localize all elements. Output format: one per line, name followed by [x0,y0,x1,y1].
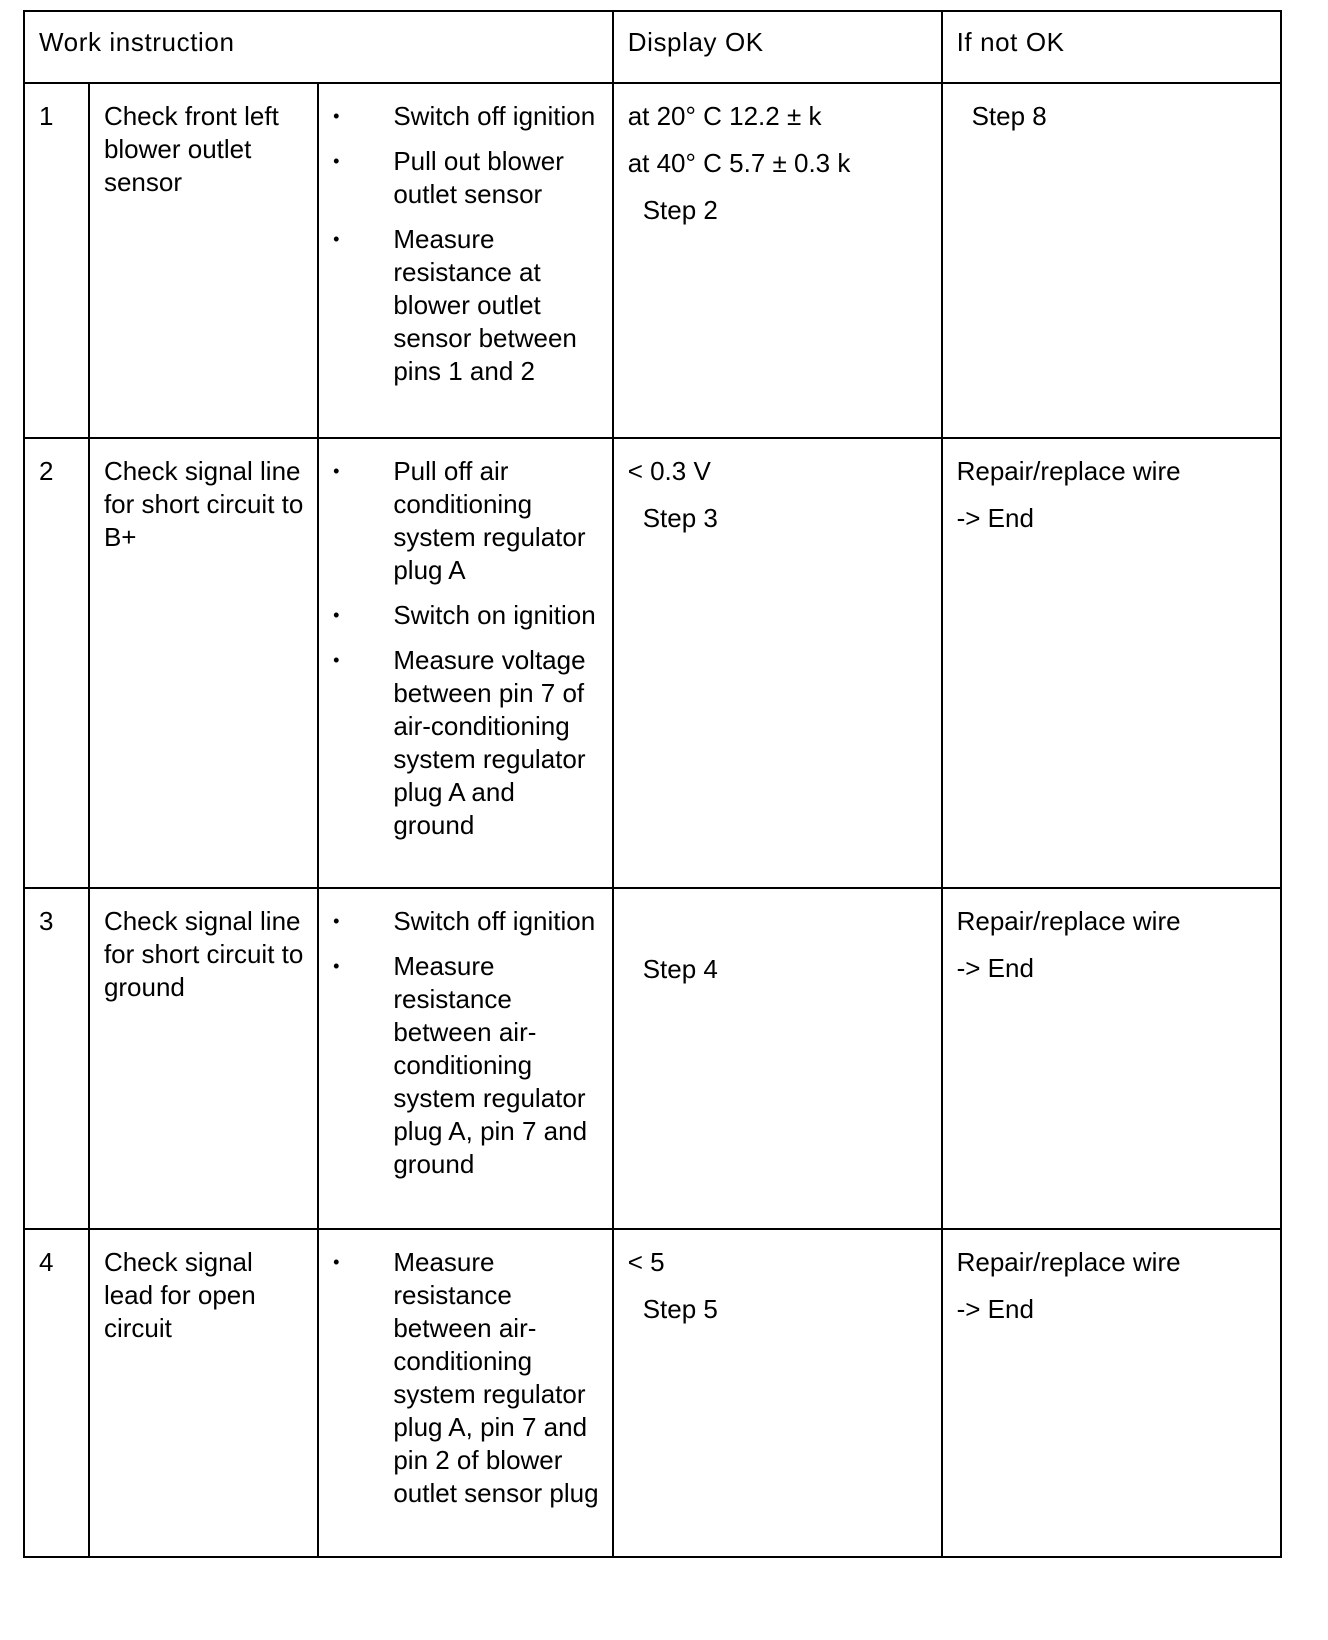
fail-action: Repair/replace wire [956,456,1181,486]
next-step: Step 4 [642,954,718,984]
fail-action: Step 8 [971,101,1047,131]
table-row [24,438,1281,888]
step-text: Switch off ignition [393,906,596,936]
step-text: Switch on ignition [393,600,596,630]
if-not-ok-cell [942,83,1281,438]
bullet-icon: • [333,911,340,931]
next-step: Step 5 [642,1294,718,1324]
step-list [329,1246,601,1510]
check-title: Check front left blower outlet sensor [89,83,318,438]
display-ok-cell [613,888,942,1229]
display-ok-cell [613,438,942,888]
step-text: Pull off air conditioning system regulator plug A [393,456,586,585]
instruction-steps [318,1229,612,1557]
bullet-icon: • [333,151,340,171]
table-row [24,83,1281,438]
expected-value: < 5 [627,1247,665,1277]
work-instruction-table [23,10,1282,1558]
table-row [24,1229,1281,1557]
if-not-ok-cell [942,438,1281,888]
if-not-ok-cell [942,1229,1281,1557]
list-item [329,145,601,211]
step-text: Measure resistance between air-conditioning system regulator plug A, pin 7 and pin 2 of blower outlet sensor plug [393,1247,599,1508]
table-row [24,888,1281,1229]
next-step: Step 3 [642,503,718,533]
if-not-ok-cell [942,888,1281,1229]
list-item [329,950,601,1181]
expected-value: at 40° C 5.7 ± 0.3 k [627,148,851,178]
step-number: 4 [24,1229,89,1557]
list-item [329,1246,601,1510]
bullet-icon: • [333,229,340,249]
fail-action: Repair/replace wire [956,1247,1181,1277]
step-list [329,905,601,1181]
step-text: Pull out blower outlet sensor [393,146,564,209]
list-item [329,644,601,842]
step-text: Measure voltage between pin 7 of air-conditioning system regulator plug A and ground [393,645,586,840]
list-item [329,599,601,632]
step-number: 1 [24,83,89,438]
bullet-icon: • [333,650,340,670]
header-if-not-ok: If not OK [942,11,1281,83]
step-text: Measure resistance between air-conditioning system regulator plug A, pin 7 and ground [393,951,588,1179]
fail-action: Repair/replace wire [956,906,1181,936]
step-text: Switch off ignition [393,101,596,131]
list-item [329,905,601,938]
list-item [329,100,601,133]
bullet-icon: • [333,956,340,976]
list-item [329,223,601,388]
bullet-icon: • [333,461,340,481]
next-step: Step 2 [642,195,718,225]
step-list [329,455,601,842]
fail-result: -> End [956,503,1034,533]
check-title: Check signal line for short circuit to ground [89,888,318,1229]
step-text: Measure resistance at blower outlet sensor between pins 1 and 2 [393,224,577,386]
table-header-row [24,11,1281,83]
expected-value: at 20° C 12.2 ± k [627,101,822,131]
instruction-steps [318,888,612,1229]
expected-value: < 0.3 V [627,456,711,486]
header-display-ok: Display OK [613,11,942,83]
bullet-icon: • [333,605,340,625]
bullet-icon: • [333,106,340,126]
fail-result: -> End [956,1294,1034,1324]
step-number: 2 [24,438,89,888]
instruction-steps [318,438,612,888]
check-title: Check signal line for short circuit to B+ [89,438,318,888]
spacer [628,905,931,953]
bullet-icon: • [333,1252,340,1272]
display-ok-cell [613,83,942,438]
fail-result: -> End [956,953,1034,983]
check-title: Check signal lead for open circuit [89,1229,318,1557]
display-ok-cell [613,1229,942,1557]
instruction-steps [318,83,612,438]
step-list [329,100,601,388]
step-number: 3 [24,888,89,1229]
list-item [329,455,601,587]
header-work-instruction: Work instruction [24,11,613,83]
